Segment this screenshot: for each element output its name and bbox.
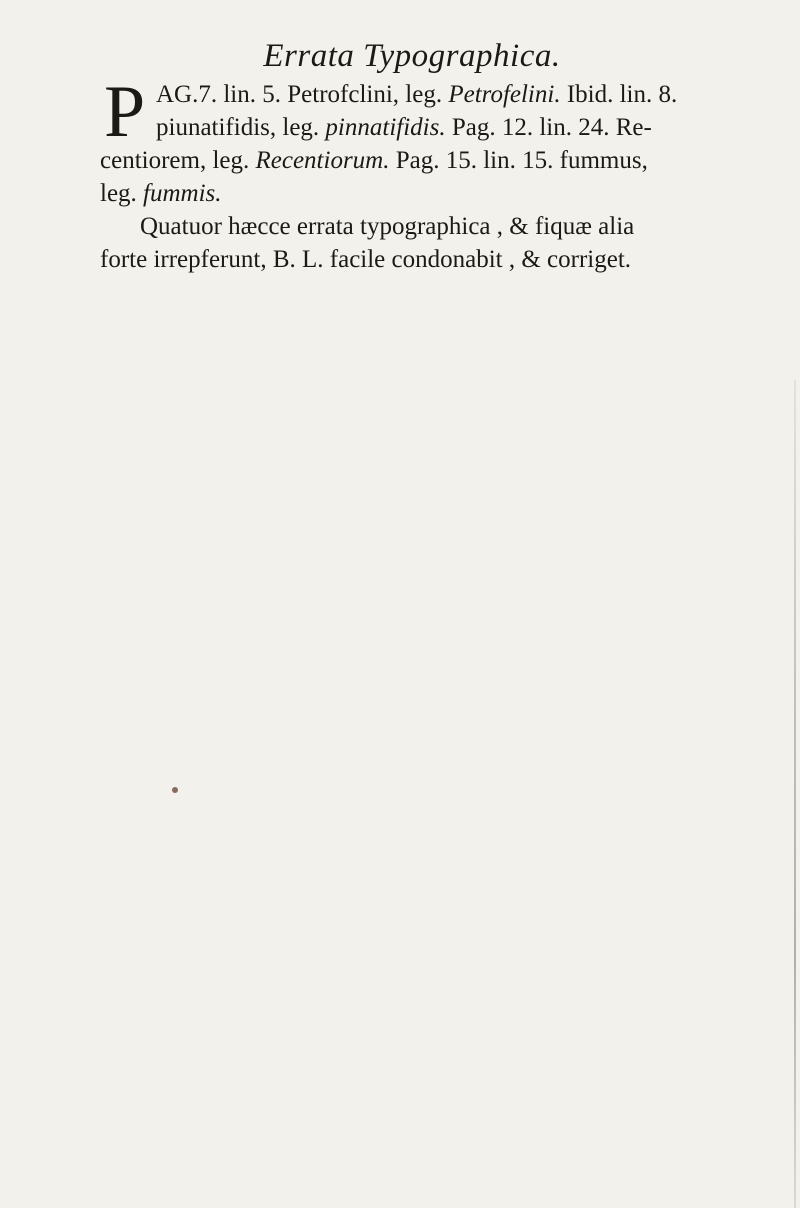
line-segment: Pag. 12. lin. 24. Re- (445, 114, 652, 141)
line-segment: leg. (100, 180, 144, 207)
line-segment-italic: Recentiorum. (255, 147, 390, 174)
closing-line-2: forte irrepferunt, B. L. facile condonabit , & corriget. (100, 246, 632, 273)
page-title: Errata Typographica. (263, 38, 561, 74)
drop-capital: P (104, 71, 146, 153)
line-segment: centiorem, leg. (100, 147, 256, 174)
line-segment: Pag. 15. lin. 15. fummus, (389, 147, 648, 174)
closing-line-1: Quatuor hæcce errata typographica , & fiquæ alia (140, 213, 635, 240)
line-segment: AG.7. lin. 5. Petrofclini, leg. (156, 81, 449, 108)
errata-paragraph (100, 71, 764, 210)
errata-text (100, 71, 764, 276)
line-segment: Ibid. lin. 8. (560, 81, 678, 108)
errata-line-2 (104, 111, 764, 144)
line-segment-italic: Petrofelini. (448, 81, 561, 108)
errata-line-1 (104, 78, 764, 111)
closing-paragraph (100, 210, 764, 276)
line-segment-italic: fummis. (143, 180, 222, 207)
line-segment: piunatifidis, leg. (156, 114, 326, 141)
errata-line-3 (100, 144, 764, 177)
errata-line-4 (100, 177, 764, 210)
reverse-side-show-through (230, 300, 790, 920)
page-edge-shadow (794, 380, 796, 1208)
line-segment-italic: pinnatifidis. (325, 114, 446, 141)
ink-spot (172, 787, 178, 793)
